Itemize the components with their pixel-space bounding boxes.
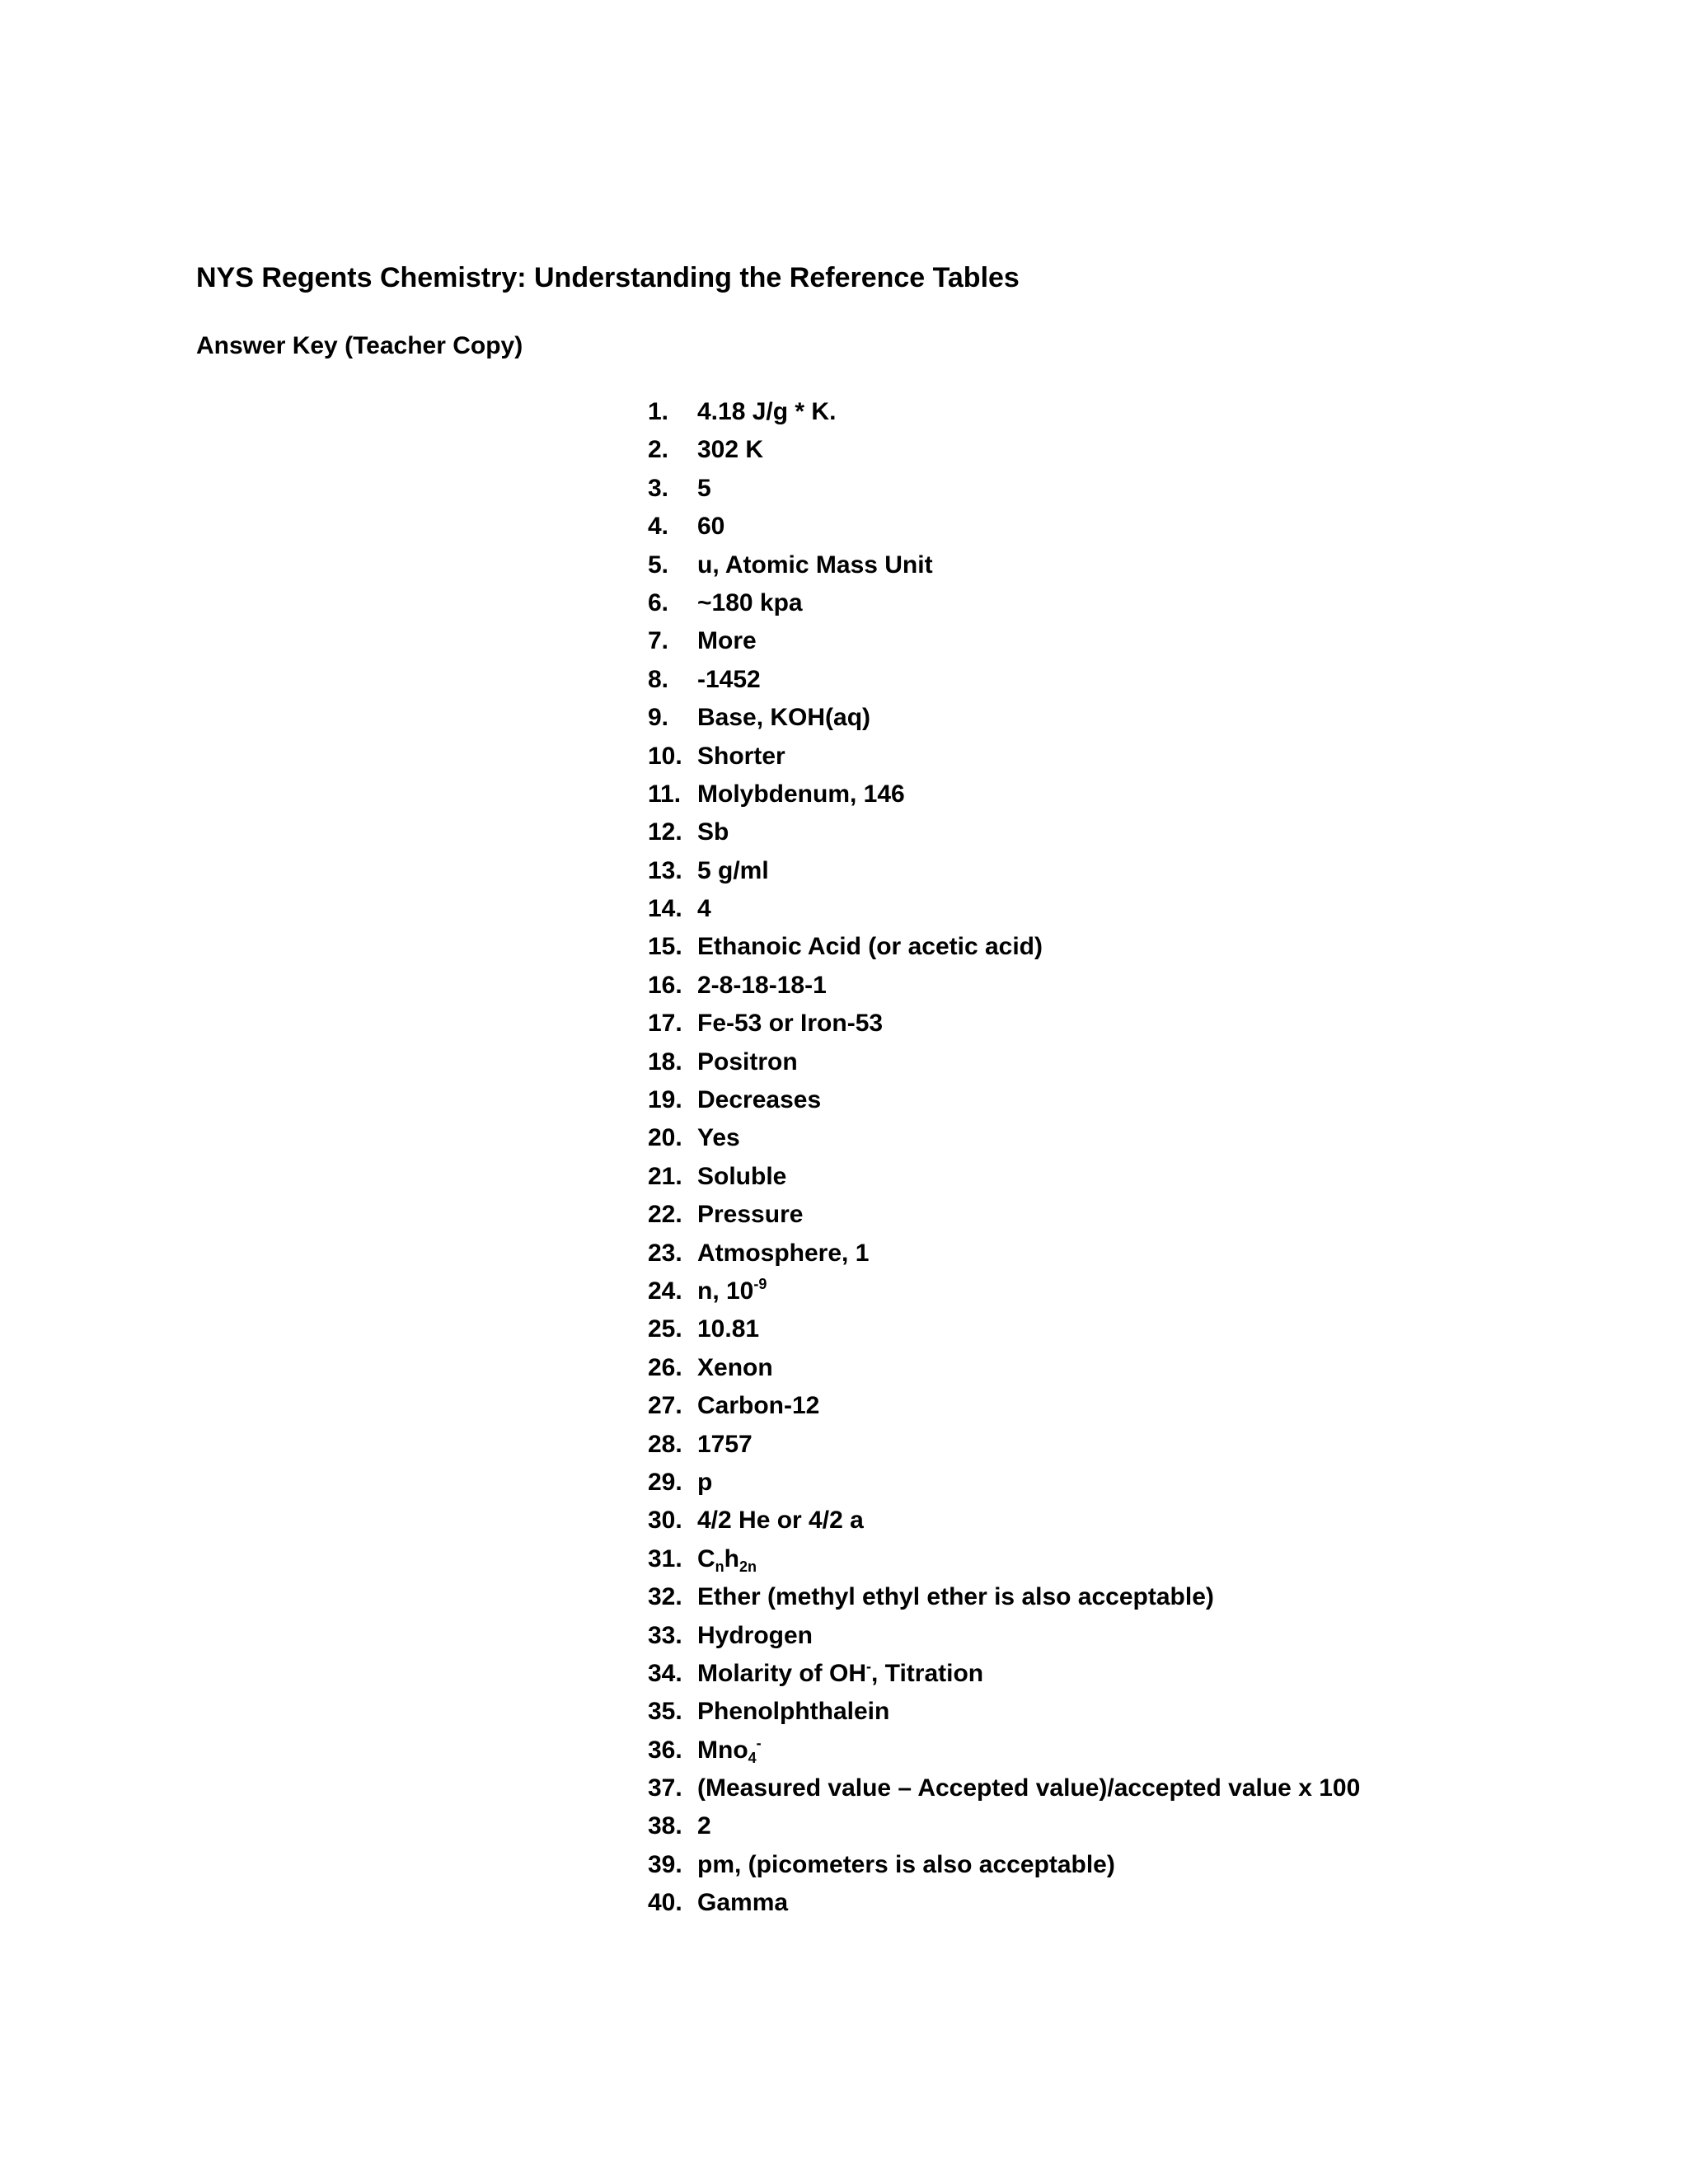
answer-text: Base, KOH(aq) xyxy=(697,704,871,732)
answer-text: (Measured value – Accepted value)/accepted value x 100 xyxy=(697,1774,1361,1802)
answer-item xyxy=(648,1390,1360,1427)
answer-number: 19. xyxy=(648,1086,682,1114)
answer-text: Shorter xyxy=(697,742,785,770)
answer-item xyxy=(648,1657,1360,1695)
answer-text: p xyxy=(697,1468,713,1496)
answer-text: Positron xyxy=(697,1047,798,1076)
answer-text: u, Atomic Mass Unit xyxy=(697,551,933,579)
answer-number: 28. xyxy=(648,1430,682,1458)
answer-text-continued: h xyxy=(724,1544,739,1572)
answer-number: 39. xyxy=(648,1850,682,1878)
answer-number: 10. xyxy=(648,742,682,770)
answer-number: 37. xyxy=(648,1774,682,1802)
answer-number: 11. xyxy=(648,780,682,808)
answer-number: 8. xyxy=(648,665,669,693)
answer-number: 5. xyxy=(648,551,669,579)
answer-item xyxy=(648,549,1360,587)
answer-number: 38. xyxy=(648,1812,682,1840)
answer-number: 12. xyxy=(648,818,682,846)
answer-text: Carbon-12 xyxy=(697,1392,820,1420)
answer-number: 35. xyxy=(648,1698,682,1726)
answer-item xyxy=(648,1237,1360,1275)
superscript: - xyxy=(756,1734,762,1751)
answer-number: 34. xyxy=(648,1659,682,1687)
answer-text: Gamma xyxy=(697,1889,789,1917)
answer-text: Decreases xyxy=(697,1086,822,1114)
answer-item xyxy=(648,1428,1360,1466)
answer-number: 30. xyxy=(648,1507,682,1535)
answer-text: Atmosphere, 1 xyxy=(697,1239,870,1267)
answer-text: 60 xyxy=(697,513,725,541)
subscript: 2n xyxy=(739,1558,757,1575)
answer-number: 23. xyxy=(648,1239,682,1267)
answer-number: 36. xyxy=(648,1736,682,1764)
answer-text: -1452 xyxy=(697,665,761,693)
answer-text: Ethanoic Acid (or acetic acid) xyxy=(697,933,1043,961)
answer-number: 29. xyxy=(648,1468,682,1496)
answer-item xyxy=(648,1160,1360,1198)
answer-number: 20. xyxy=(648,1124,682,1152)
answer-item xyxy=(648,778,1360,816)
answer-item xyxy=(648,1543,1360,1581)
answer-text: 2 xyxy=(697,1812,711,1840)
answer-number: 13. xyxy=(648,856,682,884)
answer-text: Ether (methyl ethyl ether is also acceptable) xyxy=(697,1583,1214,1611)
answer-item xyxy=(648,816,1360,854)
answer-text: $C_nh_{2n}$ xyxy=(697,1544,757,1575)
answer-number: 21. xyxy=(648,1162,682,1190)
answer-text: 4 xyxy=(697,895,711,923)
answer-text: n, $10^{-9}$ xyxy=(697,1275,767,1305)
answer-item xyxy=(648,855,1360,893)
answer-item xyxy=(648,434,1360,471)
answer-number: 9. xyxy=(648,704,669,732)
answer-number: 31. xyxy=(648,1544,682,1572)
answer-list xyxy=(648,396,1360,1925)
answer-number: 16. xyxy=(648,971,682,999)
answer-text: Molarity of OH-, Titration xyxy=(697,1657,984,1687)
document-subtitle: Answer Key (Teacher Copy) xyxy=(196,332,523,359)
answer-number: 6. xyxy=(648,588,669,616)
answer-item xyxy=(648,663,1360,701)
answer-item xyxy=(648,1581,1360,1619)
subscript: n xyxy=(715,1558,724,1575)
answer-text: 5 xyxy=(697,474,711,502)
answer-item xyxy=(648,1810,1360,1848)
answer-text: 4.18 J/g * K. xyxy=(697,398,837,425)
answer-item xyxy=(648,740,1360,778)
answer-text: ~180 kpa xyxy=(697,588,803,616)
answer-text: Mno$_4$- xyxy=(697,1734,762,1766)
answer-item xyxy=(648,1198,1360,1236)
answer-number: 27. xyxy=(648,1392,682,1420)
answer-item xyxy=(648,1352,1360,1390)
answer-item xyxy=(648,1007,1360,1045)
answer-text: 2-8-18-18-1 xyxy=(697,971,827,999)
answer-text: 5 g/ml xyxy=(697,856,769,884)
answer-text: Pressure xyxy=(697,1201,804,1229)
answer-number: 32. xyxy=(648,1583,682,1611)
answer-item xyxy=(648,1275,1360,1313)
answer-item xyxy=(648,1046,1360,1084)
answer-item xyxy=(648,472,1360,510)
answer-number: 4. xyxy=(648,513,669,541)
answer-text: Yes xyxy=(697,1124,740,1152)
answer-item xyxy=(648,396,1360,434)
answer-item xyxy=(648,1695,1360,1733)
answer-text: Xenon xyxy=(697,1353,773,1381)
answer-number: 17. xyxy=(648,1010,682,1038)
answer-number: 2. xyxy=(648,436,669,464)
answer-number: 1. xyxy=(648,398,669,425)
answer-number: 33. xyxy=(648,1621,682,1649)
answer-item xyxy=(648,1734,1360,1772)
answer-item xyxy=(648,1084,1360,1122)
answer-item xyxy=(648,510,1360,548)
answer-item xyxy=(648,587,1360,625)
answer-item xyxy=(648,1886,1360,1924)
superscript: - xyxy=(866,1657,872,1675)
answer-item xyxy=(648,1849,1360,1886)
answer-number: 18. xyxy=(648,1047,682,1076)
answer-item xyxy=(648,1122,1360,1160)
answer-text-continued: , Titration xyxy=(871,1659,984,1687)
answer-text: 10.81 xyxy=(697,1315,760,1343)
answer-text: Sb xyxy=(697,818,729,846)
answer-text: More xyxy=(697,627,757,655)
answer-text: Fe-53 or Iron-53 xyxy=(697,1010,884,1038)
answer-number: 3. xyxy=(648,474,669,502)
answer-number: 15. xyxy=(648,933,682,961)
answer-text: Molybdenum, 146 xyxy=(697,780,905,808)
answer-text: Soluble xyxy=(697,1162,787,1190)
answer-item xyxy=(648,1772,1360,1810)
answer-item xyxy=(648,930,1360,968)
answer-text: pm, (picometers is also acceptable) xyxy=(697,1850,1115,1878)
answer-item xyxy=(648,893,1360,930)
answer-number: 22. xyxy=(648,1201,682,1229)
answer-item xyxy=(648,1466,1360,1504)
answer-item xyxy=(648,701,1360,739)
answer-item xyxy=(648,1504,1360,1542)
superscript: -9 xyxy=(753,1275,767,1292)
answer-item xyxy=(648,969,1360,1007)
answer-text: Phenolphthalein xyxy=(697,1698,890,1726)
answer-text: 4/2 He or 4/2 a xyxy=(697,1507,864,1535)
answer-number: 14. xyxy=(648,895,682,923)
answer-number: 25. xyxy=(648,1315,682,1343)
answer-text: Hydrogen xyxy=(697,1621,814,1649)
answer-text: 302 K xyxy=(697,436,764,464)
answer-item xyxy=(648,1619,1360,1657)
answer-item xyxy=(648,1313,1360,1351)
subscript: 4 xyxy=(748,1749,757,1766)
answer-number: 40. xyxy=(648,1889,682,1917)
document-title: NYS Regents Chemistry: Understanding the Reference Tables xyxy=(196,262,1020,293)
answer-number: 7. xyxy=(648,627,669,655)
answer-text: 1757 xyxy=(697,1430,753,1458)
answer-item xyxy=(648,625,1360,663)
answer-number: 24. xyxy=(648,1277,682,1305)
answer-number: 26. xyxy=(648,1353,682,1381)
